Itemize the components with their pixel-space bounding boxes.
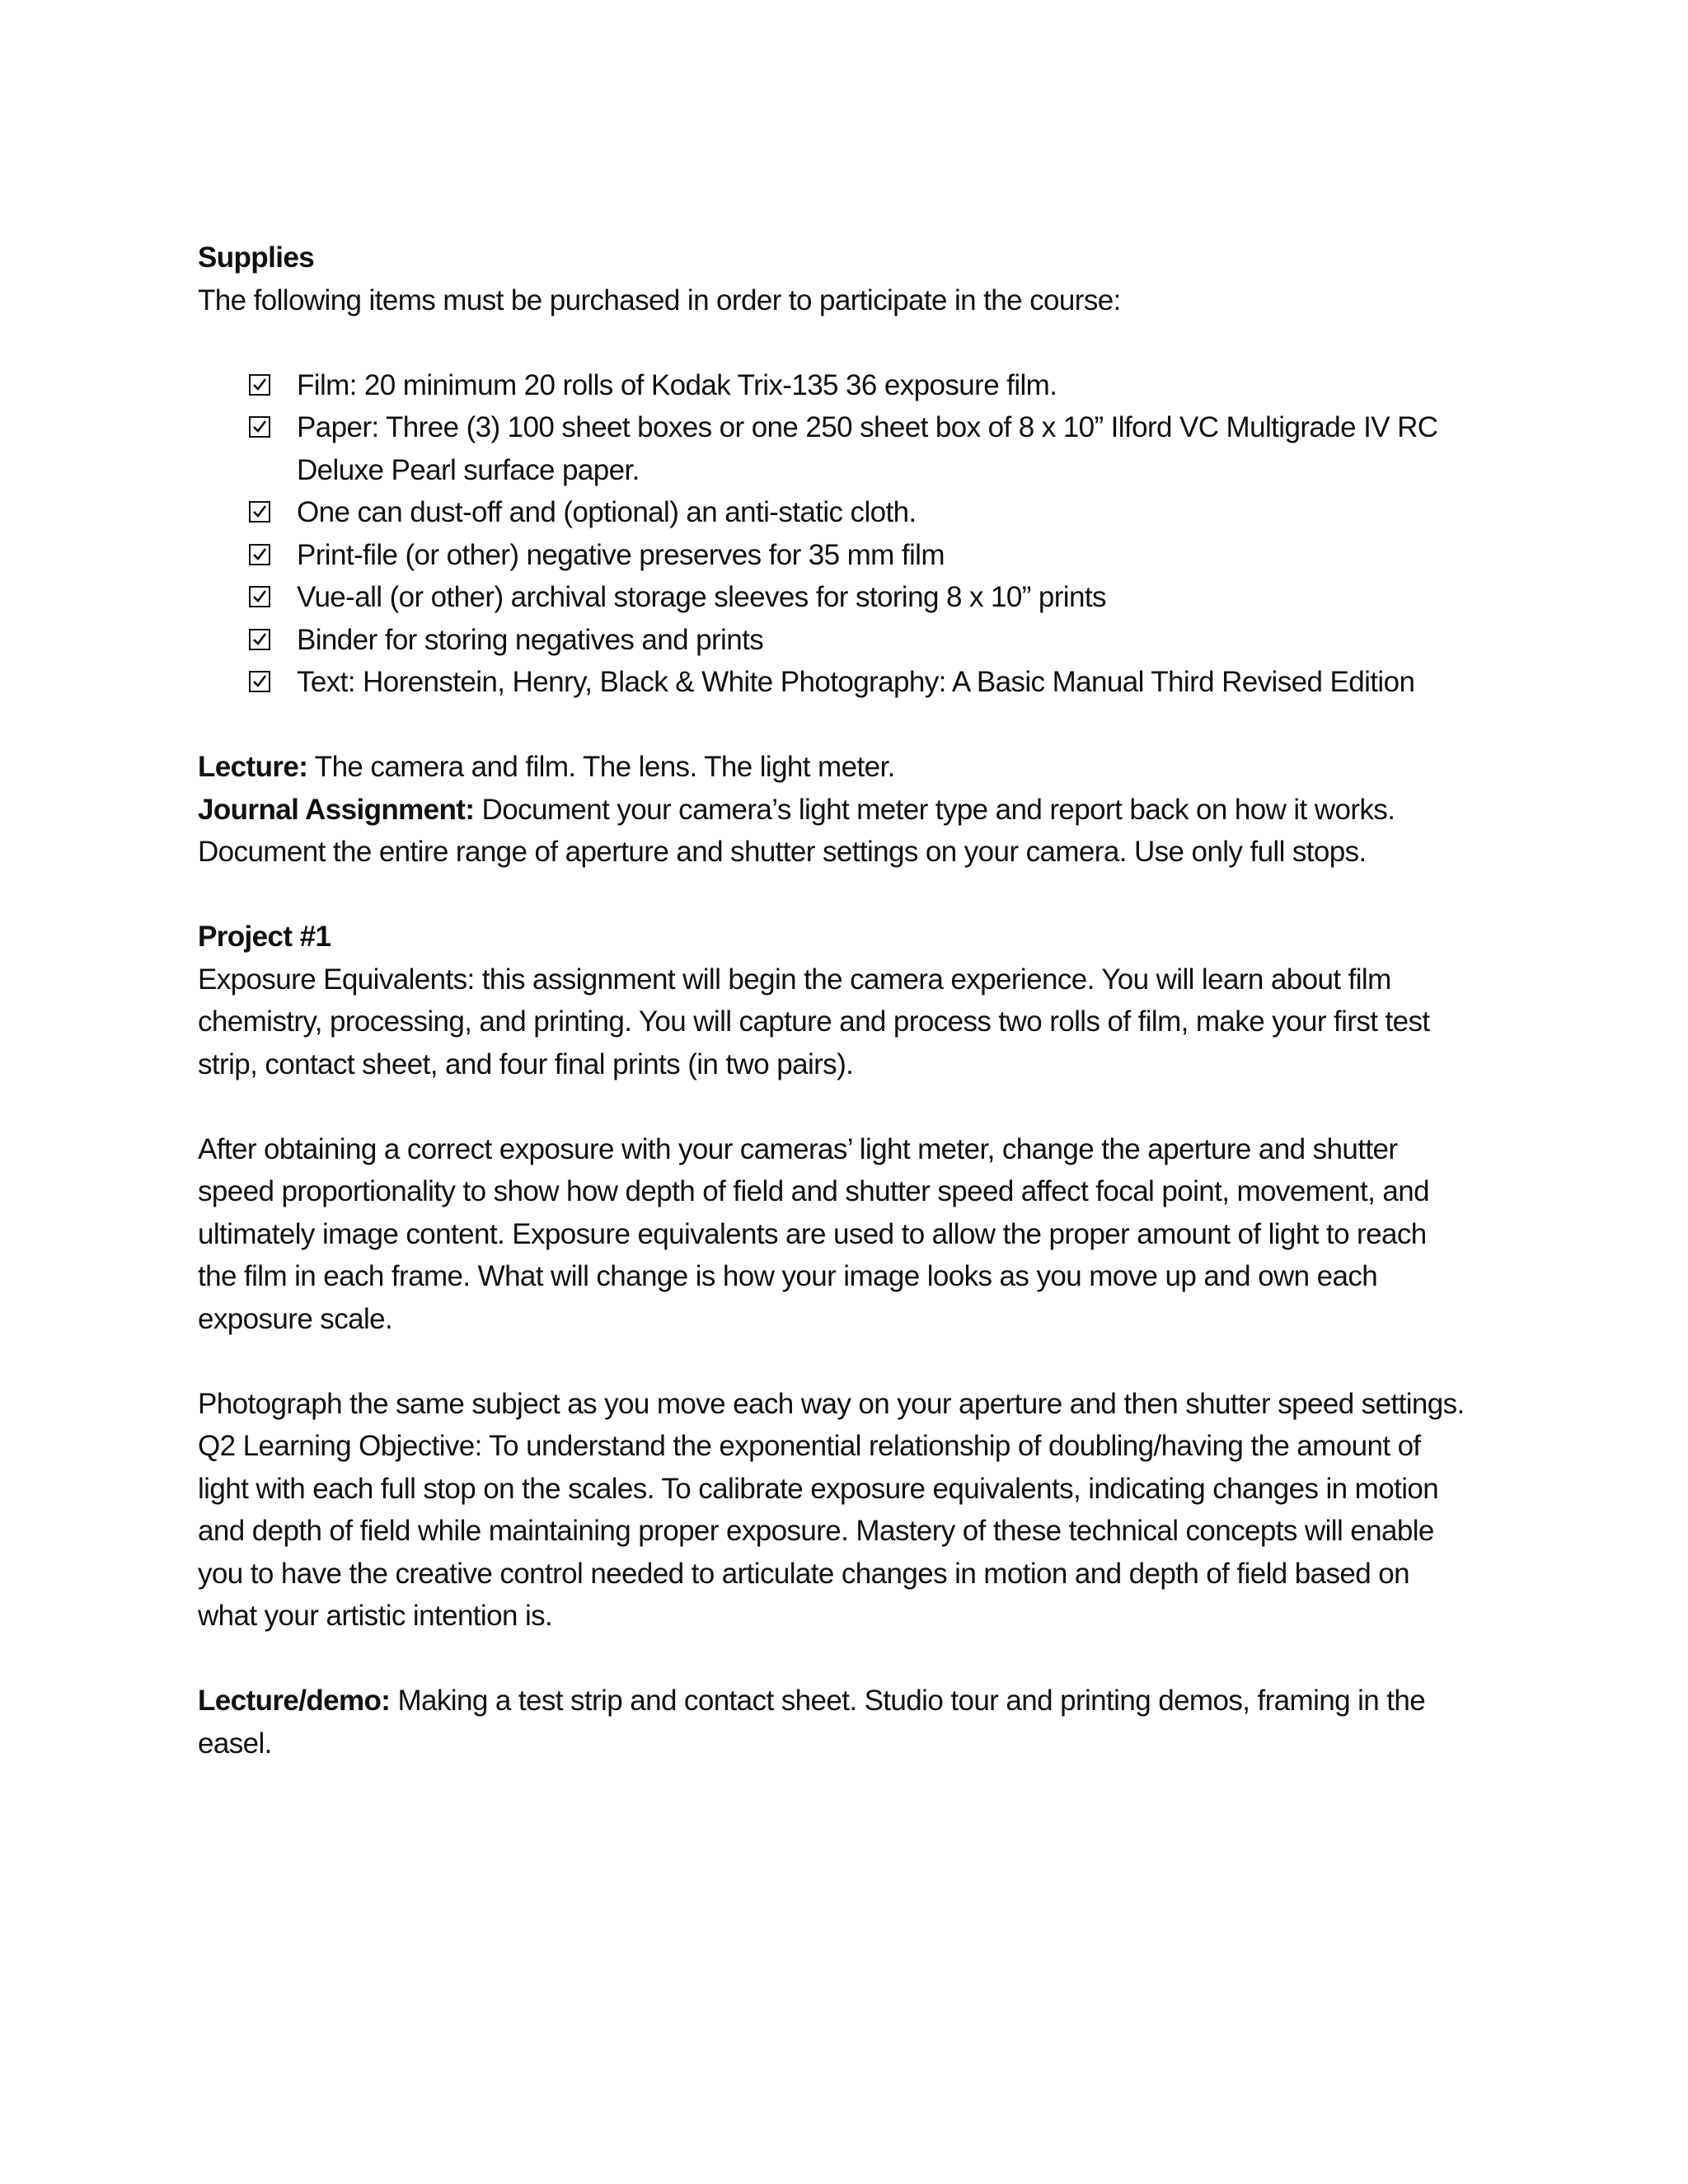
checklist-item-text-book: [198, 661, 1500, 704]
spacer: [198, 1340, 1500, 1383]
spacer: [198, 874, 1500, 916]
project-paragraph-1: [198, 958, 1500, 1086]
paragraph-line: After obtaining a correct exposure with your cameras’ light meter, change the aperture and shutter: [198, 1132, 1398, 1165]
checklist-item-text: Film: 20 minimum 20 rolls of Kodak Trix-135 36 exposure film.: [297, 368, 1057, 401]
checklist-item-binder: [198, 619, 1500, 662]
checklist-item-text: Vue-all (or other) archival storage sleeves for storing 8 x 10” prints: [297, 581, 1106, 613]
checkbox-checked-icon: [249, 374, 270, 396]
checkbox-checked-icon: [249, 501, 270, 523]
checklist-item-text: Text: Horenstein, Henry, Black & White Photography: A Basic Manual Third Revised Edition: [297, 666, 1415, 698]
checklist-item-paper: [198, 406, 1500, 491]
checklist-item-dust-off: [198, 491, 1500, 534]
checklist-item-text: Binder for storing negatives and prints: [297, 623, 764, 656]
checkbox-checked-icon: [249, 671, 270, 692]
checklist-item-text: One can dust-off and (optional) an anti-static cloth.: [297, 496, 917, 528]
paragraph-line: speed proportionality to show how depth of field and shutter speed affect focal point, movement, and: [198, 1175, 1429, 1207]
project-paragraph-2: [198, 1128, 1500, 1341]
lecture-label: Lecture:: [198, 751, 308, 783]
spacer: [198, 1085, 1500, 1128]
supplies-heading: Supplies: [198, 241, 315, 274]
paragraph-line: Exposure Equivalents: this assignment will begin the camera experience. You will learn about film: [198, 963, 1391, 996]
checkbox-checked-icon: [249, 629, 270, 650]
journal-text: Document your camera’s light meter type and report back on how it works.: [474, 793, 1395, 826]
paragraph-line: what your artistic intention is.: [198, 1600, 553, 1632]
demo-line-1: [198, 1680, 1500, 1722]
checklist-item-print-file: [198, 534, 1500, 577]
project-heading: Project #1: [198, 921, 331, 953]
journal-label: Journal Assignment:: [198, 793, 475, 826]
paragraph-line: you to have the creative control needed to articulate changes in motion and depth of field based on: [198, 1557, 1409, 1590]
checkbox-checked-icon: [249, 416, 270, 438]
checkbox-checked-icon: [249, 586, 270, 607]
paragraph-line: ultimately image content. Exposure equivalents are used to allow the proper amount of light to reach: [198, 1217, 1427, 1250]
supplies-checklist: [198, 364, 1500, 704]
supplies-intro: The following items must be purchased in order to participate in the course:: [198, 284, 1121, 316]
checkbox-checked-icon: [249, 544, 270, 565]
paragraph-line: exposure scale.: [198, 1302, 393, 1335]
spacer: [198, 1638, 1500, 1680]
lecture-line: [198, 746, 1500, 789]
checklist-item-text: Print-file (or other) negative preserves for 35 mm film: [297, 538, 945, 571]
demo-text: Making a test strip and contact sheet. Studio tour and printing demos, framing in the: [390, 1685, 1426, 1717]
paragraph-line: Photograph the same subject as you move each way on your aperture and then shutter speed settings.: [198, 1387, 1465, 1420]
document-body: [198, 237, 1500, 1765]
checklist-item-text-continued: Deluxe Pearl surface paper.: [297, 453, 640, 486]
paragraph-line: Q2 Learning Objective: To understand the exponential relationship of doubling/having the amount of: [198, 1430, 1421, 1462]
paragraph-line: and depth of field while maintaining proper exposure. Mastery of these technical concepts will enable: [198, 1515, 1434, 1547]
spacer: [198, 704, 1500, 747]
demo-label: Lecture/demo:: [198, 1685, 391, 1717]
paragraph-line: the film in each frame. What will change is how your image looks as you move up and own each: [198, 1260, 1378, 1292]
demo-line-2: easel.: [198, 1727, 272, 1760]
paragraph-line: strip, contact sheet, and four final prints (in two pairs).: [198, 1047, 854, 1080]
checklist-item-film: [198, 364, 1500, 407]
checklist-item-vue-all: [198, 576, 1500, 619]
paragraph-line: chemistry, processing, and printing. You will capture and process two rolls of film, make your first test: [198, 1005, 1430, 1038]
journal-line-1: [198, 789, 1500, 832]
paragraph-line: light with each full stop on the scales. To calibrate exposure equivalents, indicating changes in motion: [198, 1472, 1439, 1505]
journal-line-2: Document the entire range of aperture and shutter settings on your camera. Use only full stops.: [198, 836, 1367, 868]
lecture-text: The camera and film. The lens. The light meter.: [307, 751, 895, 783]
project-paragraph-3: [198, 1383, 1500, 1638]
spacer: [198, 321, 1500, 364]
checklist-item-text: Paper: Three (3) 100 sheet boxes or one 250 sheet box of 8 x 10” Ilford VC Multigrade IV RC: [297, 411, 1438, 443]
